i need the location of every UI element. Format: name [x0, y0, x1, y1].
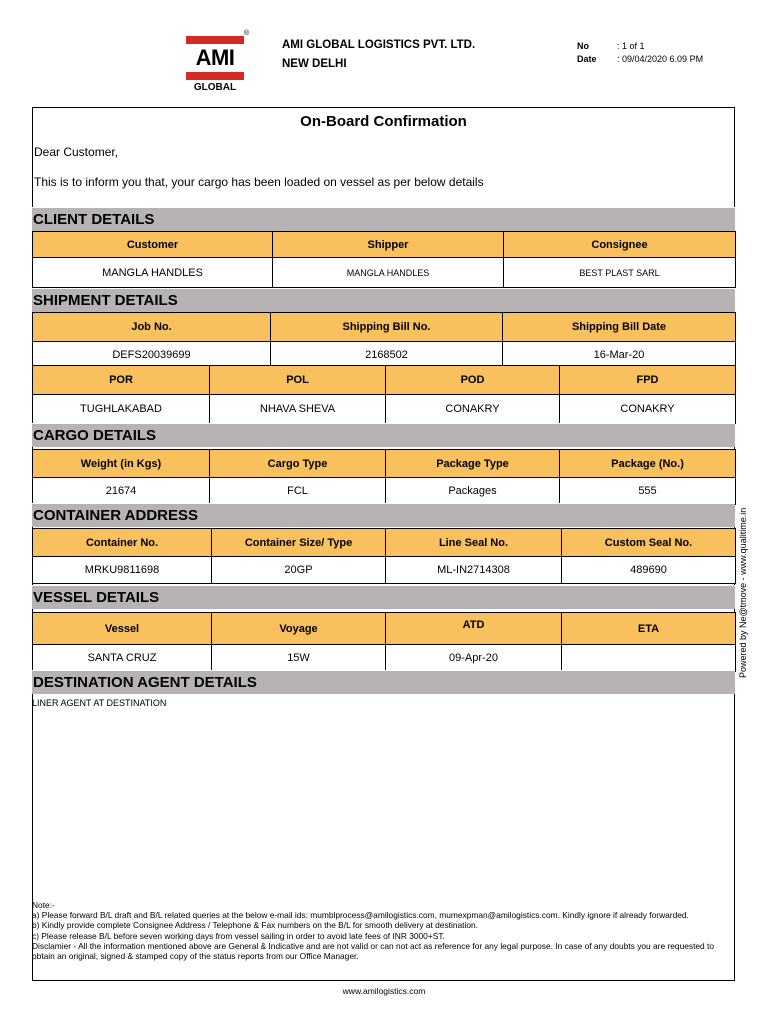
- logo-bar-top: [186, 36, 244, 44]
- col-header: Container Size/ Type: [212, 529, 386, 557]
- section-heading: DESTINATION AGENT DETAILS: [33, 674, 257, 691]
- cell-customer: MANGLA HANDLES: [33, 258, 273, 288]
- table-header-row: [33, 313, 736, 342]
- table-row: [33, 645, 736, 672]
- document-title: On-Board Confirmation: [300, 113, 467, 130]
- client-table: [32, 231, 736, 288]
- col-header: POR: [33, 366, 210, 395]
- cell-shipper: MANGLA HANDLES: [273, 258, 504, 288]
- section-heading: CONTAINER ADDRESS: [33, 507, 199, 524]
- cell-shipping-bill-no: 2168502: [271, 342, 503, 369]
- note-line: c) Please release B/L before seven working days from vessel sailing in order to avoid late fees of INR 3000+ST.: [32, 930, 445, 941]
- section-heading: CLIENT DETAILS: [33, 211, 155, 228]
- col-header: Package (No.): [560, 450, 736, 478]
- col-header: Voyage: [212, 613, 386, 645]
- section-heading: SHIPMENT DETAILS: [33, 292, 178, 309]
- section-vessel-details: [32, 585, 735, 609]
- company-logo: [186, 30, 250, 96]
- agent-text: LINER AGENT AT DESTINATION: [32, 698, 167, 708]
- cell-weight: 21674: [33, 478, 210, 505]
- col-header: Shipping Bill Date: [503, 313, 736, 342]
- cell-job-no: DEFS20039699: [33, 342, 271, 369]
- col-header: Cargo Type: [210, 450, 386, 478]
- cell-voyage: 15W: [212, 645, 386, 672]
- cell-eta: [562, 645, 736, 672]
- company-city: NEW DELHI: [282, 58, 347, 70]
- cell-pod: CONAKRY: [386, 395, 560, 424]
- col-header: Shipper: [273, 232, 504, 258]
- col-header: Line Seal No.: [386, 529, 562, 557]
- col-header: ETA: [562, 613, 736, 645]
- shipment-table: [32, 312, 736, 369]
- cargo-table: [32, 449, 736, 505]
- note-line: Note:-: [32, 900, 55, 910]
- col-header: Shipping Bill No.: [271, 313, 503, 342]
- table-row: [33, 395, 736, 424]
- cell-package-no: 555: [560, 478, 736, 505]
- company-block: [282, 36, 475, 74]
- company-name: AMI GLOBAL LOGISTICS PVT. LTD.: [282, 39, 476, 51]
- col-header: Customer: [33, 232, 273, 258]
- route-table: [32, 365, 736, 424]
- table-header-row: [33, 529, 736, 557]
- notes-block: [32, 900, 735, 961]
- greeting: Dear Customer,: [34, 145, 119, 159]
- meta-date-row: [577, 53, 703, 66]
- logo-text: AMI: [195, 45, 235, 70]
- section-client-details: [32, 207, 735, 231]
- col-header: Package Type: [386, 450, 560, 478]
- table-header-row: [33, 450, 736, 478]
- col-header: POD: [386, 366, 560, 395]
- meta-no-value: : 1 of 1: [617, 41, 645, 51]
- section-shipment-details: [32, 288, 735, 312]
- note-line: a) Please forward B/L draft and B/L related queries at the below e-mail ids: mumblprocess@amilogistics.com, mumexpman@amilogistics.com. Kindly ignore if already forwarded.: [32, 910, 689, 921]
- document-meta: [577, 40, 703, 66]
- cell-cargo-type: FCL: [210, 478, 386, 505]
- section-heading: VESSEL DETAILS: [33, 589, 160, 606]
- note-line: Disclamier - All the information mentioned above are General & Indicative and are not valid or can not act as reference for any legal purpose. In case of any doubts you are requested to obtain an original, signed & stamped copy of the status reports from our Office Manager.: [32, 940, 717, 962]
- cell-vessel: SANTA CRUZ: [33, 645, 212, 672]
- cell-consignee: BEST PLAST SARL: [504, 258, 736, 288]
- cell-custom-seal-no: 489690: [562, 557, 736, 584]
- section-cargo-details: [32, 423, 735, 447]
- col-header: Consignee: [504, 232, 736, 258]
- vessel-table: [32, 612, 736, 672]
- table-row: [33, 258, 736, 288]
- intro-text: This is to inform you that, your cargo has been loaded on vessel as per below details: [34, 175, 484, 189]
- col-header: ATD: [386, 613, 562, 645]
- col-header: Job No.: [33, 313, 271, 342]
- cell-pol: NHAVA SHEVA: [210, 395, 386, 424]
- logo-subtext: GLOBAL: [193, 82, 237, 93]
- cell-shipping-bill-date: 16-Mar-20: [503, 342, 736, 369]
- cell-package-type: Packages: [386, 478, 560, 505]
- col-header: POL: [210, 366, 386, 395]
- table-header-row: [33, 366, 736, 395]
- table-header-row: [33, 613, 736, 645]
- col-header: Weight (in Kgs): [33, 450, 210, 478]
- col-header: FPD: [560, 366, 736, 395]
- powered-by-text: Powered by Ne@tmove - www.qualitime.in: [738, 507, 748, 678]
- meta-date-label: Date: [577, 54, 597, 64]
- section-destination-agent: [32, 670, 735, 694]
- cell-container-size: 20GP: [212, 557, 386, 584]
- section-container-address: [32, 503, 735, 527]
- cell-fpd: CONAKRY: [560, 395, 736, 424]
- cell-container-no: MRKU9811698: [33, 557, 212, 584]
- logo-bar-bottom: [186, 72, 244, 80]
- cell-atd: 09-Apr-20: [386, 645, 562, 672]
- table-row: [33, 478, 736, 505]
- col-header: Container No.: [33, 529, 212, 557]
- note-line: b) Kindly provide complete Consignee Address / Telephone & Fax numbers on the B/L for smooth delivery at destination.: [32, 920, 478, 931]
- container-table: [32, 528, 736, 584]
- meta-date-value: : 09/04/2020 6.09 PM: [617, 54, 704, 64]
- section-heading: CARGO DETAILS: [33, 427, 157, 444]
- meta-no-row: [577, 40, 703, 53]
- cell-por: TUGHLAKABAD: [33, 395, 210, 424]
- logo-registered-mark: ®: [244, 30, 250, 37]
- col-header: Vessel: [33, 613, 212, 645]
- col-header: Custom Seal No.: [562, 529, 736, 557]
- meta-no-label: No: [577, 41, 589, 51]
- table-header-row: [33, 232, 736, 258]
- cell-line-seal-no: ML-IN2714308: [386, 557, 562, 584]
- footer-website: www.amilogistics.com: [342, 986, 426, 996]
- table-row: [33, 557, 736, 584]
